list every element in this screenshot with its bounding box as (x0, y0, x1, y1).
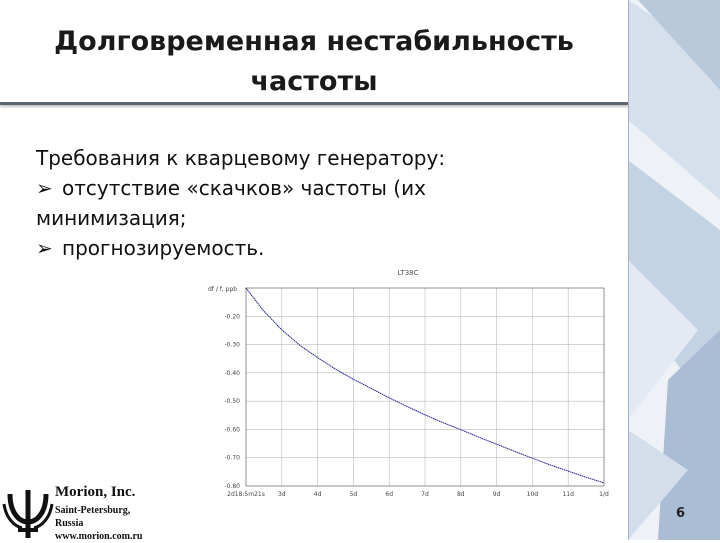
frequency-drift-chart (202, 266, 614, 540)
trident-logo-icon (0, 484, 56, 540)
chart-y-tick-label: -0.70 (224, 454, 240, 462)
chart-x-tick-label: 6d (385, 491, 394, 498)
chart-x-tick-label: 11d (562, 491, 574, 498)
chart-x-tick-label: 5d (349, 491, 358, 498)
company-country: Russia (55, 518, 84, 529)
chart-y-tick-label: -0.30 (224, 341, 240, 349)
chart-x-tick-label: 2d18:5m21s (227, 491, 265, 498)
chart-x-ticks (227, 491, 609, 498)
bullet-item-2 (36, 233, 596, 263)
bullet-item-1 (36, 173, 596, 203)
page-number: 6 (676, 506, 686, 521)
slide-title (0, 22, 628, 102)
chart-y-tick-label: -0.80 (224, 483, 240, 490)
chart-x-tick-label: 8d (456, 491, 465, 498)
bullet-text-1: отсутствие «скачков» частоты (их (62, 176, 426, 200)
title-divider (0, 102, 628, 105)
company-city: Saint-Petersburg, (55, 505, 131, 516)
chart-x-tick-label: 7d (421, 491, 429, 498)
arrow-bullet-icon: ➢ (36, 236, 53, 260)
chart-x-tick-label: 9d (492, 491, 501, 498)
arrow-bullet-icon: ➢ (36, 176, 53, 200)
intro-text: Требования к кварцевому генератору: (36, 146, 446, 170)
chart-y-tick-label: -0.50 (224, 398, 240, 406)
chart-x-tick-label: 1/d (599, 491, 609, 498)
company-name: Morion, Inc. (55, 484, 136, 500)
chart-x-tick-label: 10d (526, 491, 539, 498)
title-line-1: Долговременная нестабильность (54, 26, 574, 57)
chart-grid (246, 288, 604, 486)
slide-body (36, 143, 596, 263)
company-url[interactable]: www.morion.com.ru (55, 531, 143, 542)
chart-y-tick-label: -0.60 (224, 426, 240, 434)
chart-title: LT38C (397, 269, 419, 277)
chart-y-tick-label: -0.20 (224, 313, 240, 321)
chart-x-tick-label: 4d (313, 491, 322, 498)
title-line-2: частоты (250, 66, 378, 97)
chart-y-label: df / f, ppb (208, 286, 238, 293)
bullet-continuation: минимизация; (36, 206, 187, 230)
chart-x-tick-label: 3d (277, 491, 286, 498)
company-info (55, 483, 195, 543)
chart-y-tick-label: -0.40 (224, 369, 240, 377)
bullet-text-2: прогнозируемость. (62, 236, 265, 260)
right-decorative-panel (628, 0, 720, 540)
chart-y-ticks (224, 313, 240, 490)
